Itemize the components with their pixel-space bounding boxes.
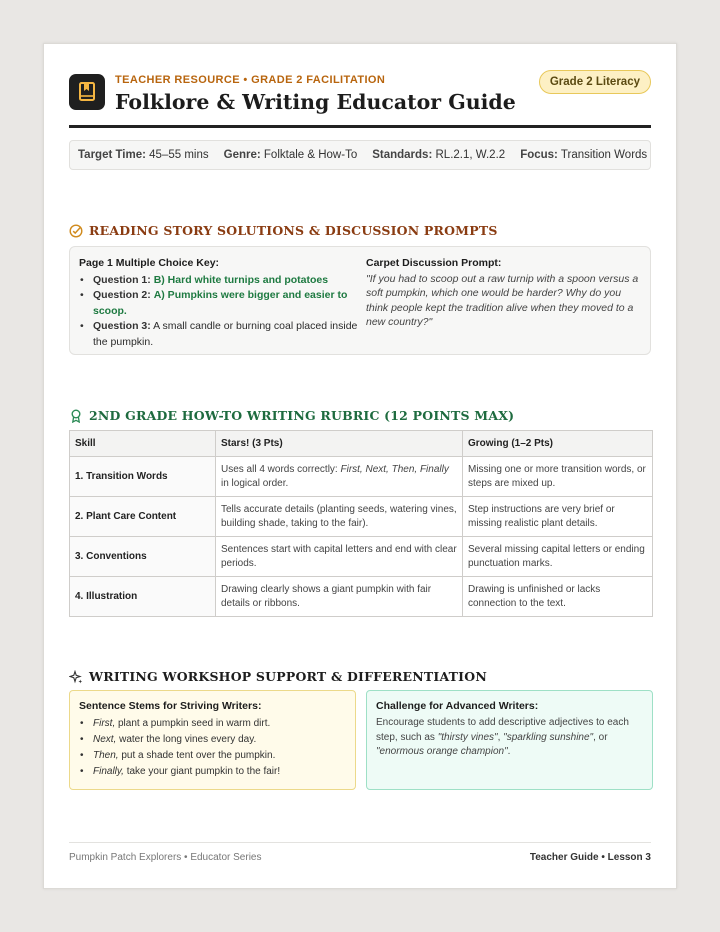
check-circle-icon [69,224,83,238]
skill-cell: 4. Illustration [70,577,216,617]
lesson-meta-bar [69,140,651,170]
stars-cell: Sentences start with capital letters and end with clear periods. [216,537,463,577]
meta-genre: Genre: Folktale & How-To [223,149,358,161]
advanced-challenge-box [366,690,653,790]
stars-cell: Uses all 4 words correctly: First, Next, Then, Finally in logical order. [216,457,463,497]
stars-cell: Drawing clearly shows a giant pumpkin with fair details or ribbons. [216,577,463,617]
skill-cell: 2. Plant Care Content [70,497,216,537]
stems-heading: Sentence Stems for Striving Writers: [79,700,262,712]
column-header: Skill [70,431,216,457]
column-header: Growing (1–2 Pts) [463,431,653,457]
growing-cell: Missing one or more transition words, or steps are mixed up. [463,457,653,497]
page-header [69,72,651,128]
answer-q2: • Question 2: A) Pumpkins were bigger and easier to scoop. [79,288,361,319]
rubric-section-title: 2ND GRADE HOW-TO WRITING RUBRIC (12 POINTS MAX) [69,408,514,423]
stars-cell: Tells accurate details (planting seeds, watering vines, building shade, taking to the fair). [216,497,463,537]
bookmark-book-icon [69,74,105,110]
page-title: Folklore & Writing Educator Guide [115,90,516,114]
meta-focus: Focus: Transition Words [520,149,648,161]
answer-q1: • Question 1: B) Hard white turnips and potatoes [79,273,361,289]
award-ribbon-icon [69,409,83,423]
skill-cell: 1. Transition Words [70,457,216,497]
grade-badge: Grade 2 Literacy [539,70,651,94]
sentence-stems-box [69,690,356,790]
discussion-prompt [366,256,646,330]
prompt-heading: Carpet Discussion Prompt: [366,257,502,269]
list-item: • Then, put a shade tent over the pumpkin. [79,748,346,764]
answer-key [79,256,361,350]
growing-cell: Step instructions are very brief or missing realistic plant details. [463,497,653,537]
workshop-section-title: WRITING WORKSHOP SUPPORT & DIFFERENTIATION [69,669,487,684]
table-header-row [70,431,653,457]
sparkles-icon [69,670,83,684]
list-item: • Next, water the long vines every day. [79,732,346,748]
answer-q3: • Question 3: A small candle or burning coal placed inside the pumpkin. [79,319,361,350]
meta-standards: Standards: RL.2.1, W.2.2 [372,149,506,161]
column-header: Stars! (3 Pts) [216,431,463,457]
answer-key-heading: Page 1 Multiple Choice Key: [79,257,220,269]
writing-rubric-table [69,430,653,617]
growing-cell: Drawing is unfinished or lacks connection to the text. [463,577,653,617]
prompt-text: "If you had to scoop out a raw turnip with a spoon versus a soft pumpkin, which one would be harder? Why do you think people kept the tradition alive when they moved to a new country?" [366,272,639,328]
table-row [70,497,653,537]
footer-series: Pumpkin Patch Explorers • Educator Series [69,852,262,863]
footer-lesson: Teacher Guide • Lesson 3 [529,852,651,863]
table-row [70,577,653,617]
guide-page [43,43,677,889]
challenge-heading: Challenge for Advanced Writers: [376,700,539,712]
skill-cell: 3. Conventions [70,537,216,577]
list-item: • First, plant a pumpkin seed in warm dirt. [79,716,346,732]
reading-section-title: READING STORY SOLUTIONS & DISCUSSION PROMPTS [69,223,498,238]
list-item: • Finally, take your giant pumpkin to the fair! [79,764,346,780]
reading-solutions-box [69,246,651,355]
challenge-text: Encourage students to add descriptive adjectives to each step, such as "thirsty vines", "sparkling sunshine", or "enormous orange champion". [376,717,629,757]
header-kicker: TEACHER RESOURCE • GRADE 2 FACILITATION [115,74,386,86]
table-row [70,537,653,577]
page-footer [69,842,651,872]
table-row [70,457,653,497]
growing-cell: Several missing capital letters or ending punctuation marks. [463,537,653,577]
meta-target-time: Target Time: 45–55 mins [78,149,209,161]
